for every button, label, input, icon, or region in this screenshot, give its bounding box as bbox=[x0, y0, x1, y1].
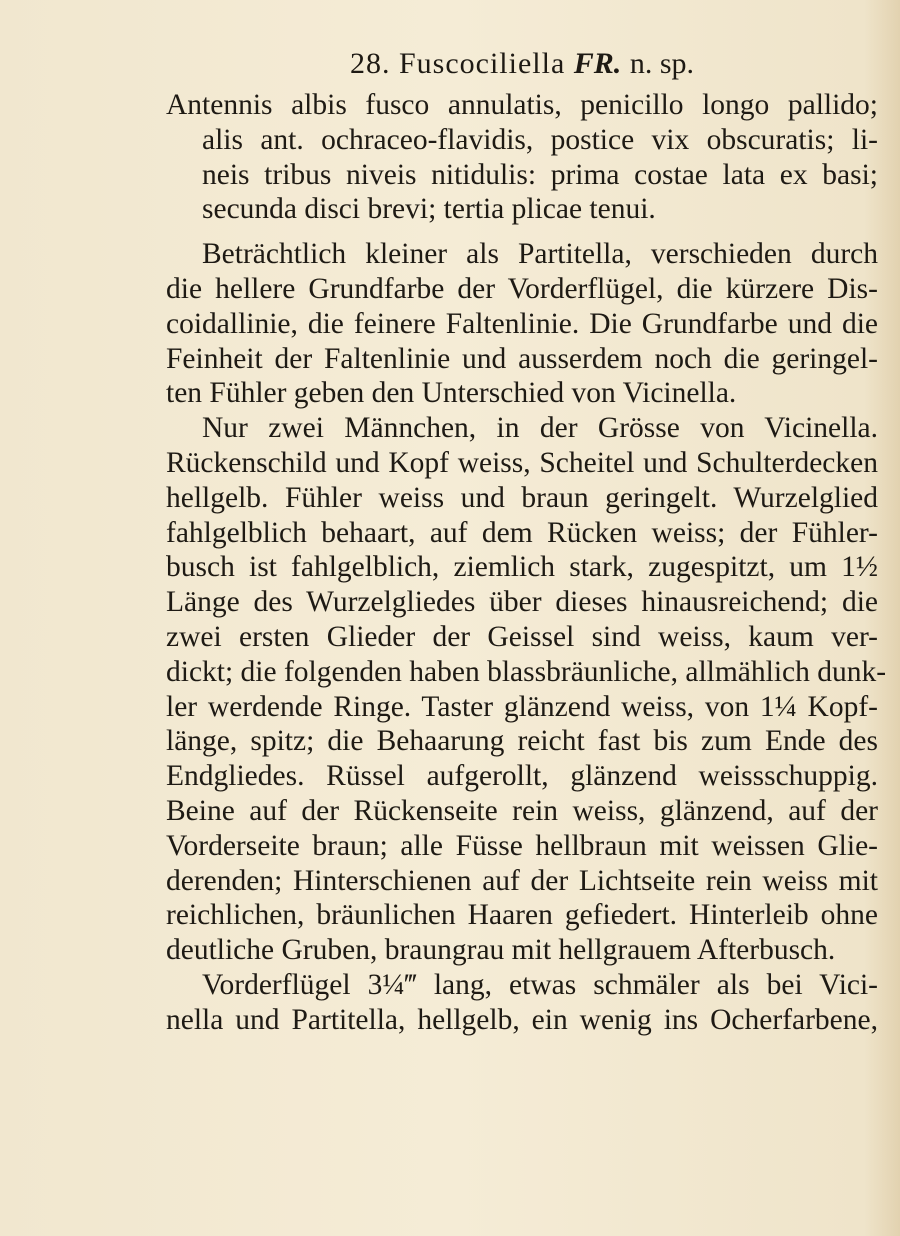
species-heading bbox=[166, 46, 878, 82]
body-line: Rückenschild und Kopf weiss, Scheitel und Schulterdecken bbox=[166, 446, 878, 479]
latin-line: Antennis albis fusco annulatis, penicillo longo pallido; bbox=[166, 89, 878, 121]
body-line: Feinheit der Faltenlinie und ausserdem noch die geringel- bbox=[166, 342, 878, 375]
body-line: hellgelb. Fühler weiss und braun geringelt. Wurzelglied bbox=[166, 481, 878, 514]
paragraph-comparison bbox=[166, 237, 878, 411]
body-line: busch ist fahlgelblich, ziemlich stark, zugespitzt, um 1½ bbox=[166, 551, 878, 584]
body-line: coidallinie, die feinere Faltenlinie. Die Grundfarbe und die bbox=[166, 307, 878, 340]
body-line: Länge des Wurzelgliedes über dieses hinausreichend; die bbox=[166, 586, 878, 619]
latin-line: alis ant. ochraceo-flavidis, postice vix obscuratis; li- bbox=[202, 123, 878, 156]
latin-line: secunda disci brevi; tertia plicae tenui. bbox=[202, 193, 656, 226]
body-line: zwei ersten Glieder der Geissel sind weiss, kaum ver- bbox=[166, 620, 878, 653]
species-suffix: n. sp. bbox=[629, 47, 694, 80]
paragraph-description bbox=[166, 411, 887, 968]
body-line: Vorderflügel 3¼‴ lang, etwas schmäler als bei Vici- bbox=[202, 968, 878, 1001]
body-line: ten Fühler geben den Unterschied von Vicinella. bbox=[166, 377, 737, 410]
paragraph-forewing bbox=[166, 968, 878, 1038]
species-genus: Fuscociliella bbox=[398, 47, 566, 80]
body-line: dickt; die folgenden haben blassbräunliche, allmählich dunk- bbox=[166, 655, 887, 688]
body-line: reichlichen, bräunlichen Haaren gefiedert. Hinterleib ohne bbox=[166, 899, 878, 932]
body-line: fahlgelblich behaart, auf dem Rücken weiss; der Fühler- bbox=[166, 516, 878, 549]
body-line: ler werdende Ringe. Taster glänzend weiss, von 1¼ Kopf- bbox=[166, 690, 878, 723]
latin-diagnosis bbox=[166, 88, 878, 227]
body-line: Endgliedes. Rüssel aufgerollt, glänzend weissschuppig. bbox=[166, 760, 878, 793]
body-line: Vorderseite braun; alle Füsse hellbraun mit weissen Glie- bbox=[166, 829, 878, 862]
paragraph-gap bbox=[166, 227, 878, 237]
body-line: derenden; Hinterschienen auf der Lichtseite rein weiss mit bbox=[166, 864, 878, 897]
body-line: länge, spitz; die Behaarung reicht fast bis zum Ende des bbox=[166, 725, 878, 758]
body-line: die hellere Grundfarbe der Vorderflügel, die kürzere Dis- bbox=[166, 272, 878, 305]
latin-line: neis tribus niveis nitidulis: prima costae lata ex basi; bbox=[202, 158, 878, 191]
body-line: Beine auf der Rückenseite rein weiss, glänzend, auf der bbox=[166, 794, 878, 827]
body-line: nella und Partitella, hellgelb, ein wenig ins Ocherfarbene, bbox=[166, 1003, 878, 1036]
body-line: deutliche Gruben, braungrau mit hellgrauem Afterbusch. bbox=[166, 934, 836, 967]
text-block bbox=[166, 46, 887, 1038]
species-author: FR. bbox=[573, 47, 622, 80]
species-number: 28. bbox=[349, 47, 391, 80]
body-line: Nur zwei Männchen, in der Grösse von Vicinella. bbox=[202, 412, 878, 445]
body-line: Beträchtlich kleiner als Partitella, verschieden durch bbox=[202, 238, 878, 271]
